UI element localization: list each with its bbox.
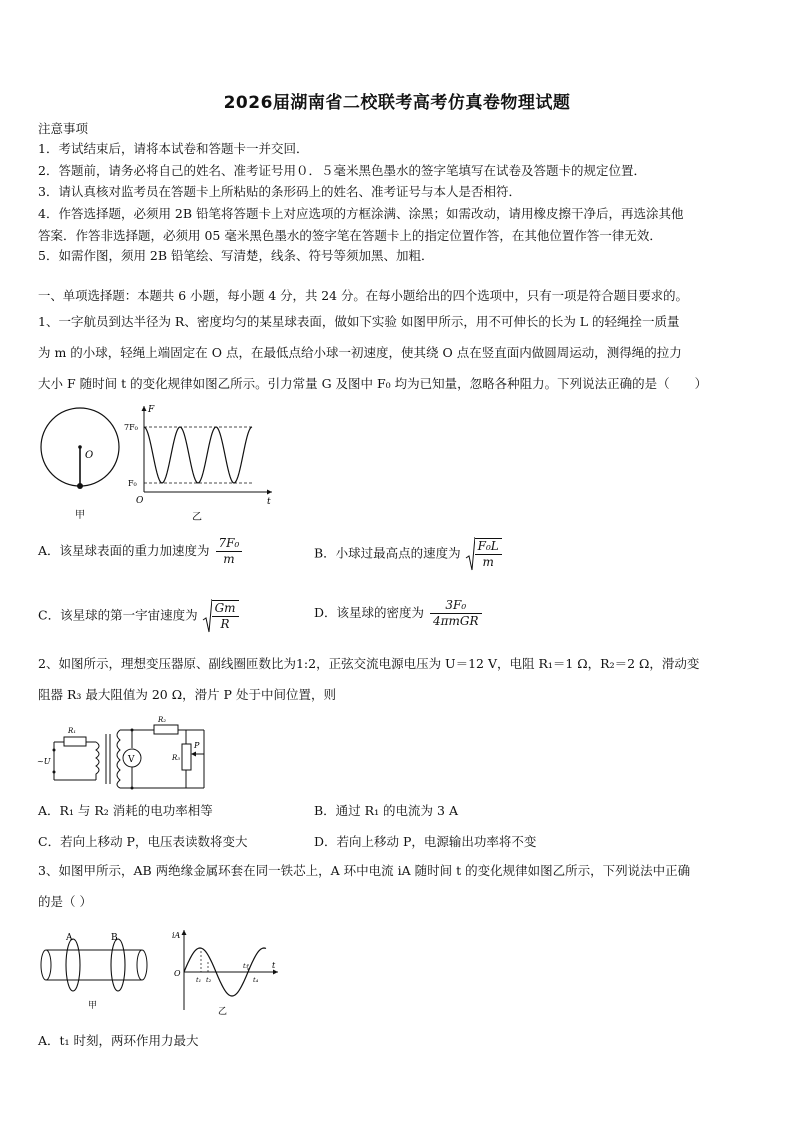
figure-label-yi: 乙 [192,512,202,523]
primary-coil [96,742,99,780]
t-axis-arrow [267,490,272,495]
label-7f0: 7F₀ [124,423,138,432]
axis-origin: O [136,496,144,506]
notice-item: 1．考试结束后，请将本试卷和答题卡一并交回． [38,141,309,156]
question-3-text: 3、如图甲所示，AB 两绝缘金属环套在同一铁芯上，A 环中电流 iA 随时间 t 的变化规律如图乙所示，下列说法中正确 [38,863,691,878]
figure-label-jia: 甲 [88,1001,98,1011]
question-3-text: 的是（ ） [38,894,92,909]
label-r3: R₃ [172,754,181,762]
notice-item: 4．作答选择题，必须用 2B 铅笔将答题卡上对应选项的方框涂满、涂黑；如需改动，请用橡皮擦干净后，再选涂其他 [38,206,684,221]
tick-t3: t₃ [243,962,249,970]
ring-b-label: B [111,933,118,943]
axis-label-f: F [148,405,155,415]
axis-origin: O [174,969,181,978]
core-end [137,950,147,980]
ring-a-label: A [66,933,73,943]
option-d-text: D．该星球的密度为 [314,605,425,620]
figure-label-jia: 甲 [75,510,85,521]
question-1-text: 为 m 的小球，轻绳上端固定在 O 点，在最低点给小球一初速度，使其绕 O 点在竖直面内做圆周运动，测得绳的拉力 [38,345,682,360]
tick-t1: t₁ [196,976,202,984]
force-curve [144,427,252,483]
section-heading: 一、单项选择题：本题共 6 小题，每小题 4 分，共 24 分。在每小题给出的四个选项中，只有一项是符合题目要求的。 [38,288,688,303]
fraction-numerator: 7F₀ [216,536,243,552]
q1-option-a[interactable] [38,536,242,567]
ring-a [66,939,80,991]
option-c-fraction [212,600,239,632]
q1-option-c[interactable] [38,598,239,634]
secondary-coil [117,730,120,788]
source-label: ~U [37,757,51,766]
fraction-denominator: R [220,617,230,631]
q3-option-a[interactable]: A．t₁ 时刻，两环作用力最大 [38,1033,199,1048]
ball [77,483,83,489]
core-end [41,950,51,980]
voltmeter-label: V [128,755,135,765]
option-a-fraction [216,536,243,567]
page-title: 2026届湖南省二校联考高考仿真卷物理试题 [223,93,571,113]
resistor-r1 [64,737,86,746]
q2-option-d[interactable]: D．若向上移动 P，电源输出功率将不变 [314,834,537,849]
question-2-text: 2、如图所示，理想变压器原、副线圈匝数比为1:2，正弦交流电源电压为 U＝12 V，电阻 R₁＝1 Ω，R₂＝2 Ω，滑动变 [38,656,700,671]
q2-circuit-figure [36,712,226,792]
option-b-text: B．小球过最高点的速度为 [314,545,461,561]
notice-item: 3．请认真核对监考员在答题卡上所粘贴的条形码上的姓名、准考证号与本人是否相符． [38,184,521,199]
q3-figure-yi [166,924,286,1020]
sqrt-symbol [465,536,475,572]
tick-t2: t₂ [206,976,212,984]
axis-label-t: t [267,497,271,507]
figure-label-yi: 乙 [218,1007,228,1017]
tick-t4: t₄ [253,976,259,984]
f-axis-arrow [142,406,147,411]
resistor-r2 [154,725,178,734]
q1-option-b[interactable] [314,536,502,572]
q1-option-d[interactable] [314,598,482,629]
question-1-text: 1、一字航员到达半径为 R、密度均匀的某星球表面，做如下实验 如图甲所示，用不可伸长的长为 L 的轻绳拴一质量 [38,314,680,329]
rheostat-r3 [182,744,191,770]
center-label: O [85,450,94,461]
question-1-text: 大小 F 随时间 t 的变化规律如图乙所示。引力常量 G 及图中 F₀ 均为已知量，忽略各种阻力。下列说法正确的是（ ） [38,376,708,391]
q3-figure-jia [38,928,158,1018]
q2-option-a[interactable]: A．R₁ 与 R₂ 消耗的电功率相等 [38,803,213,818]
question-2-text: 阻器 R₃ 最大阻值为 20 Ω，滑片 P 处于中间位置，则 [38,687,336,702]
label-f0: F₀ [128,479,137,488]
fraction-denominator: m [223,552,235,566]
option-b-fraction [475,538,502,570]
q1-figure-yi [122,400,282,525]
label-p: P [194,741,200,750]
ring-b [111,939,125,991]
fraction-denominator: 4πmGR [433,614,479,628]
axis-label-i: iA [172,931,181,940]
option-a-text: A．该星球表面的重力加速度为 [38,543,210,558]
option-d-fraction [430,598,482,629]
pivot-point [78,445,82,449]
notice-item: 5．如需作图，须用 2B 铅笔绘、写清楚，线条、符号等须加黑、加粗． [38,248,434,263]
notice-item: 答案．作答非选择题，必须用 05 毫米黑色墨水的签字笔在答题卡上的指定位置作答，在其他位置作答一律无效． [38,228,662,243]
fraction-numerator: Gm [212,601,239,617]
q2-option-c[interactable]: C．若向上移动 P，电压表读数将变大 [38,834,248,849]
fraction-numerator: F₀L [475,539,502,555]
q1-figure-jia [38,405,128,525]
fraction-numerator: 3F₀ [430,598,482,614]
notice-item: 2．答题前，请务必将自己的姓名、准考证号用０．５毫米黑色墨水的签字笔填写在试卷及答题卡的规定位置． [38,163,646,178]
axis-label-t: t [272,961,276,970]
label-r2: R₂ [158,716,167,724]
q2-option-b[interactable]: B．通过 R₁ 的电流为 3 A [314,803,458,818]
fraction-denominator: m [482,555,494,569]
notice-heading: 注意事项 [38,121,89,136]
option-c-text: C．该星球的第一宇宙速度为 [38,607,198,623]
sqrt-symbol [202,598,212,634]
label-r1: R₁ [68,727,77,735]
